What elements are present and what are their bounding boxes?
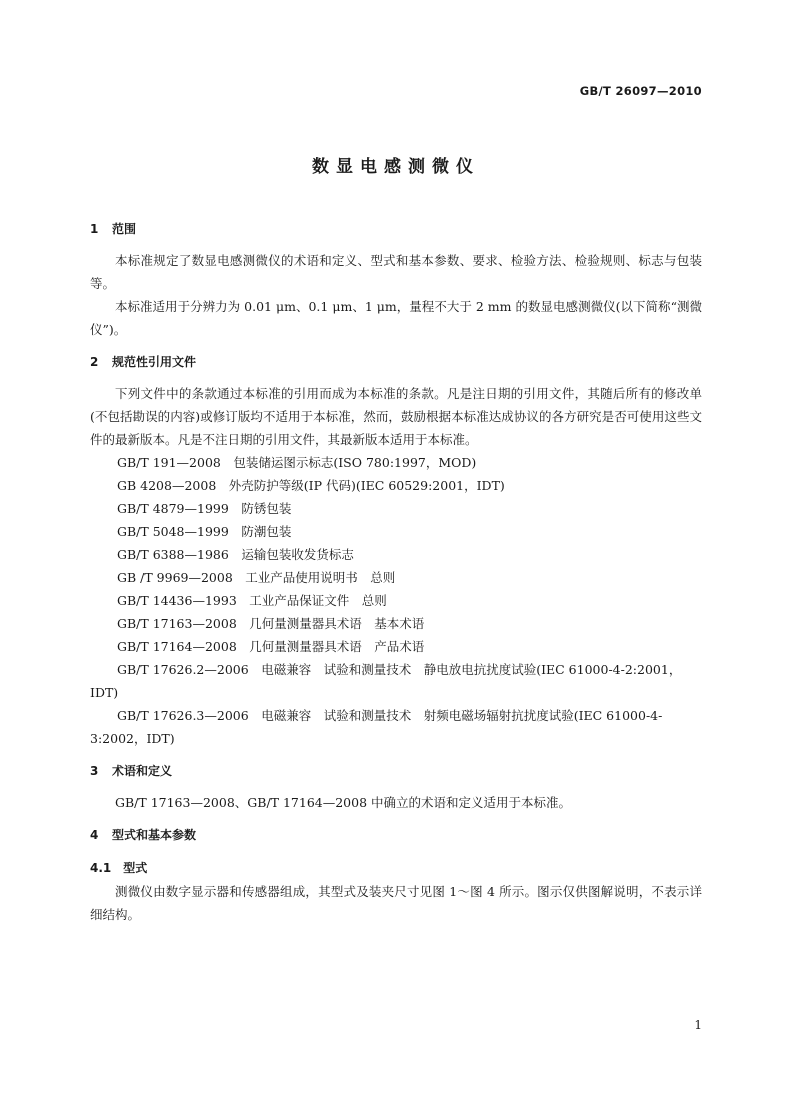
scope-paragraph: 本标准规定了数显电感测微仪的术语和定义、型式和基本参数、要求、检验方法、检验规则、标志与包装等。 bbox=[90, 253, 702, 291]
section-title: 术语和定义 bbox=[112, 764, 173, 778]
section-number: 3 bbox=[90, 764, 99, 778]
section-title: 范围 bbox=[112, 222, 137, 236]
reference-item: GB/T 17164—2008 几何量测量器具术语 产品术语 bbox=[117, 639, 425, 654]
reference-item: GB/T 5048—1999 防潮包装 bbox=[117, 524, 292, 539]
standard-code: GB/T 26097—2010 bbox=[579, 84, 702, 98]
reference-item: GB/T 17163—2008 几何量测量器具术语 基本术语 bbox=[117, 616, 425, 631]
type-paragraph: 测微仪由数字显示器和传感器组成，其型式及装夹尺寸见图 1～图 4 所示。图示仅供图解说明，不表示详细结构。 bbox=[90, 884, 702, 922]
reference-item: GB/T 6388—1986 运输包装收发货标志 bbox=[117, 547, 354, 562]
section-title: 规范性引用文件 bbox=[112, 355, 197, 369]
section-4-heading bbox=[90, 824, 702, 847]
references-intro: 下列文件中的条款通过本标准的引用而成为本标准的条款。凡是注日期的引用文件，其随后所有的修改单(不包括勘误的内容)或修订版均不适用于本标准，然而，鼓励根据本标准达成协议的各方研究是否可使用这些文件的最新版本。凡是不注日期的引用文件，其最新版本适用于本标准。 bbox=[90, 386, 702, 447]
section-title: 型式和基本参数 bbox=[112, 828, 197, 842]
section-1-heading bbox=[90, 218, 702, 241]
reference-item: GB/T 17626.3—2006 电磁兼容 试验和测量技术 射频电磁场辐射抗扰度试验(IEC 61000-4-3:2002，IDT) bbox=[90, 708, 663, 746]
section-2-heading bbox=[90, 351, 702, 374]
reference-item: GB/T 191—2008 包装储运图示标志(ISO 780:1997，MOD) bbox=[117, 455, 477, 470]
section-number: 1 bbox=[90, 222, 99, 236]
reference-item: GB/T 4879—1999 防锈包装 bbox=[117, 501, 292, 516]
page-number: 1 bbox=[694, 1018, 702, 1032]
reference-item: GB/T 17626.2—2006 电磁兼容 试验和测量技术 静电放电抗扰度试验(IEC 61000-4-2:2001，IDT) bbox=[90, 662, 682, 700]
terms-paragraph: GB/T 17163—2008、GB/T 17164—2008 中确立的术语和定义适用于本标准。 bbox=[115, 795, 572, 810]
section-number: 4.1 bbox=[90, 861, 112, 875]
section-3-heading bbox=[90, 760, 702, 783]
reference-item: GB/T 14436—1993 工业产品保证文件 总则 bbox=[117, 593, 387, 608]
section-number: 2 bbox=[90, 355, 99, 369]
document-body bbox=[90, 218, 702, 926]
subsection-4-1-heading bbox=[90, 857, 702, 880]
section-number: 4 bbox=[90, 828, 99, 842]
section-title: 型式 bbox=[123, 861, 148, 875]
reference-item: GB 4208—2008 外壳防护等级(IP 代码)(IEC 60529:2001，IDT) bbox=[117, 478, 505, 493]
scope-paragraph: 本标准适用于分辨力为 0.01 μm、0.1 μm、1 μm，量程不大于 2 mm 的数显电感测微仪(以下简称“测微仪”)。 bbox=[90, 299, 702, 337]
reference-item: GB /T 9969—2008 工业产品使用说明书 总则 bbox=[117, 570, 396, 585]
document-title: 数显电感测微仪 bbox=[312, 157, 480, 177]
